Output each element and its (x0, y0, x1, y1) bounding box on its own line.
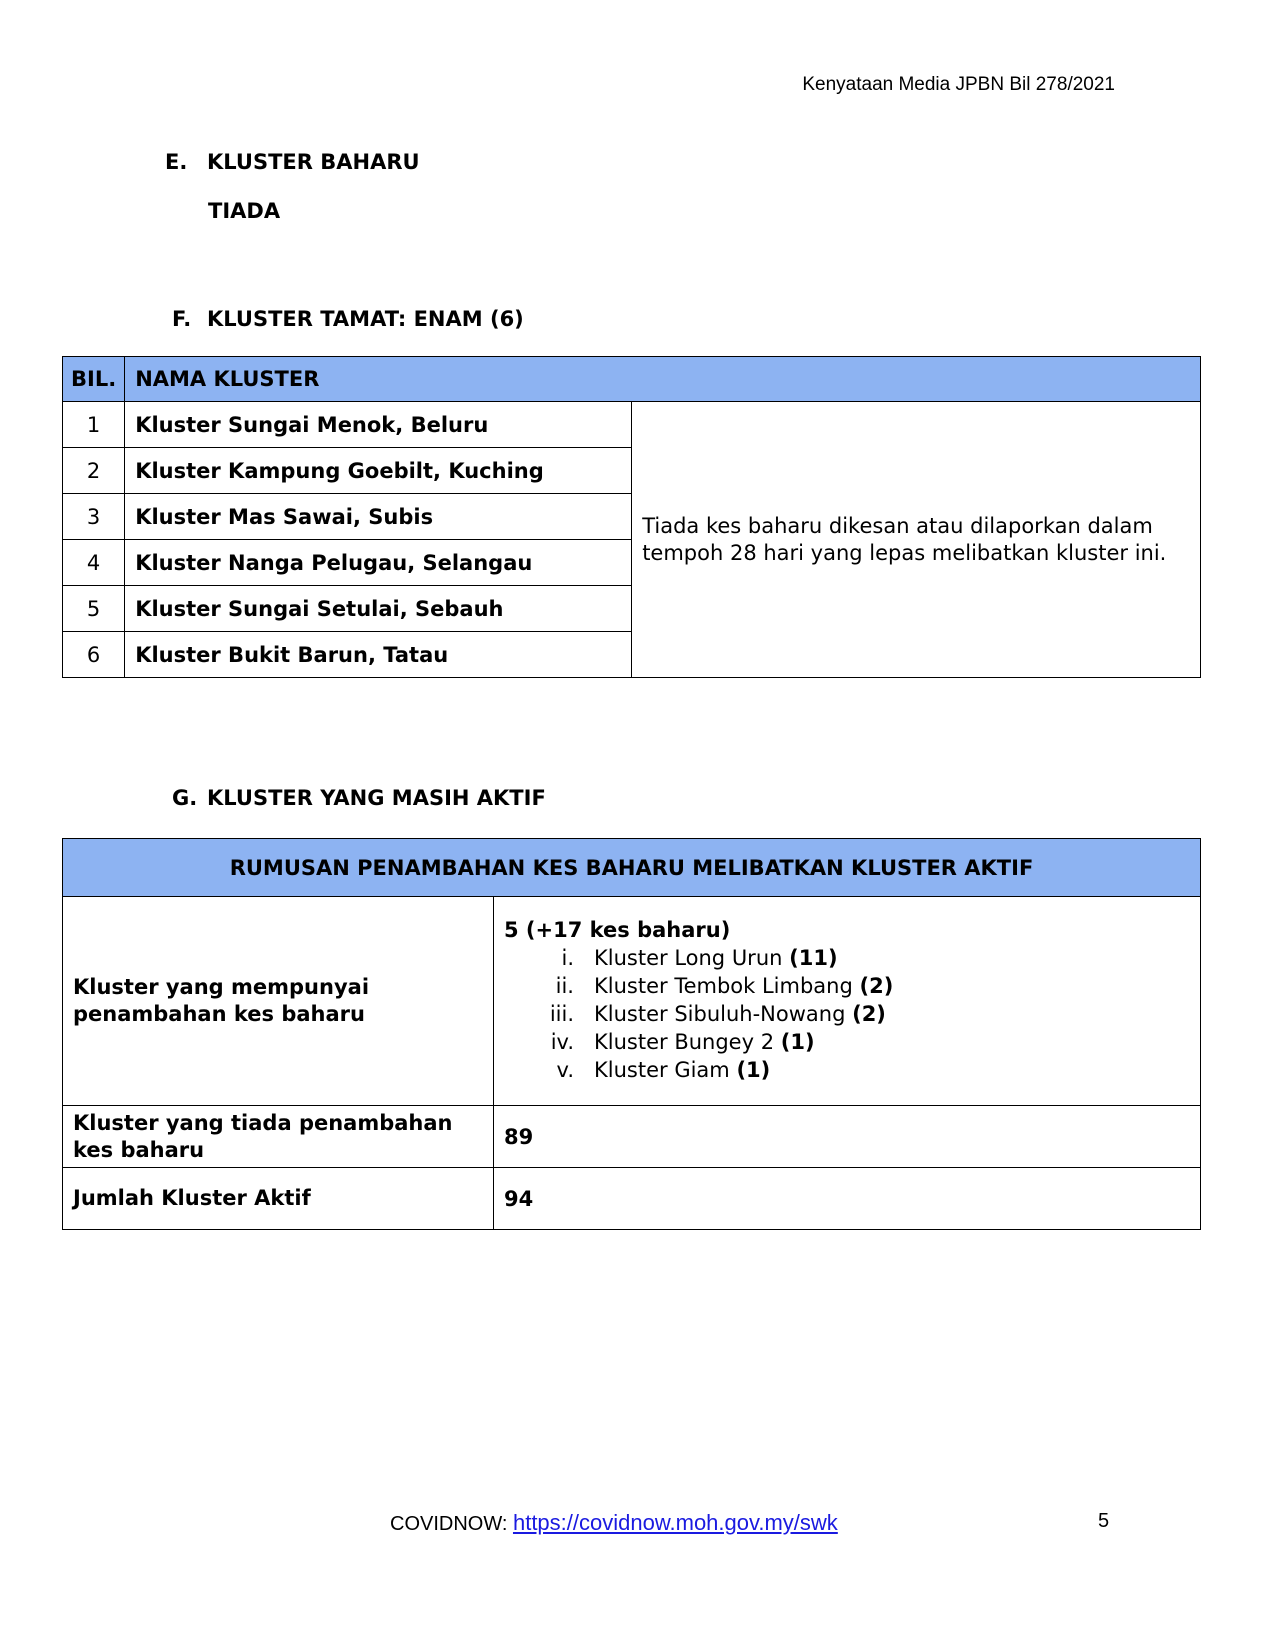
active-clusters-table (62, 838, 1201, 1230)
section-f-title: KLUSTER TAMAT: ENAM (6) (207, 307, 524, 331)
list-numeral: ii. (555, 974, 574, 998)
ended-clusters-note: Tiada kes baharu dikesan atau dilaporkan dalam tempoh 28 hari yang lepas melibatkan kluster ini. (632, 402, 1201, 678)
table-row (63, 897, 1201, 1106)
list-numeral: iv. (550, 1030, 574, 1054)
list-item (504, 1056, 1190, 1084)
list-cluster-name: Kluster Tembok Limbang (594, 974, 853, 998)
cluster-name: Kluster Mas Sawai, Subis (125, 494, 632, 540)
column-header-name: NAMA KLUSTER (125, 357, 1201, 402)
list-cluster-count: (2) (852, 1002, 886, 1026)
ended-clusters-table (62, 356, 1201, 678)
row-value: 94 (494, 1168, 1201, 1230)
list-cluster-name: Kluster Long Urun (594, 946, 783, 970)
table-row (63, 1106, 1201, 1168)
section-e-heading (165, 150, 420, 174)
row-number: 2 (63, 448, 125, 494)
row-number: 4 (63, 540, 125, 586)
list-item (504, 944, 1190, 972)
section-g-title: KLUSTER YANG MASIH AKTIF (207, 786, 546, 810)
active-clusters-header: RUMUSAN PENAMBAHAN KES BAHARU MELIBATKAN KLUSTER AKTIF (63, 839, 1201, 897)
document-reference: Kenyataan Media JPBN Bil 278/2021 (802, 74, 1115, 95)
new-cases-summary: 5 (+17 kes baharu) (504, 918, 731, 942)
table-row (63, 1168, 1201, 1230)
list-cluster-count: (11) (789, 946, 838, 970)
list-cluster-count: (2) (859, 974, 894, 998)
list-item (504, 972, 1190, 1000)
list-numeral: iii. (549, 1002, 574, 1026)
list-cluster-name: Kluster Giam (594, 1058, 730, 1082)
row-value: 89 (494, 1106, 1201, 1168)
list-cluster-name: Kluster Bungey 2 (594, 1030, 775, 1054)
list-numeral: i. (561, 946, 574, 970)
list-cluster-count: (1) (736, 1058, 771, 1082)
row-label: Jumlah Kluster Aktif (63, 1168, 494, 1230)
covidnow-link[interactable]: https://covidnow.moh.gov.my/swk (512, 1510, 838, 1535)
row-number: 6 (63, 632, 125, 678)
section-g-heading (172, 786, 546, 810)
row-label: Kluster yang mempunyai penambahan kes baharu (63, 897, 494, 1106)
list-numeral: v. (556, 1058, 574, 1082)
list-item (504, 1028, 1190, 1056)
footer-prefix: COVIDNOW: (390, 1513, 513, 1535)
section-e-letter: E. (165, 150, 188, 174)
footer (390, 1510, 838, 1536)
section-e-title: KLUSTER BAHARU (207, 150, 420, 174)
cluster-name: Kluster Sungai Setulai, Sebauh (125, 586, 632, 632)
cluster-name: Kluster Bukit Barun, Tatau (125, 632, 632, 678)
row-number: 5 (63, 586, 125, 632)
page-number: 5 (1098, 1510, 1110, 1532)
column-header-bil: BIL. (63, 357, 125, 402)
row-number: 3 (63, 494, 125, 540)
table-row (63, 402, 1201, 448)
section-f-letter: F. (172, 307, 192, 331)
section-g-letter: G. (172, 786, 198, 810)
list-cluster-count: (1) (780, 1030, 815, 1054)
cluster-list (504, 944, 1190, 1084)
row-value-cell (494, 897, 1201, 1106)
list-item (504, 1000, 1190, 1028)
section-f-heading (172, 307, 524, 331)
list-cluster-name: Kluster Sibuluh-Nowang (594, 1002, 846, 1026)
table-header-row (63, 357, 1201, 402)
cluster-name: Kluster Nanga Pelugau, Selangau (125, 540, 632, 586)
cluster-name: Kluster Sungai Menok, Beluru (125, 402, 632, 448)
section-e-value: TIADA (208, 199, 281, 223)
cluster-name: Kluster Kampung Goebilt, Kuching (125, 448, 632, 494)
table-header-row (63, 839, 1201, 897)
row-number: 1 (63, 402, 125, 448)
row-label: Kluster yang tiada penambahan kes baharu (63, 1106, 494, 1168)
